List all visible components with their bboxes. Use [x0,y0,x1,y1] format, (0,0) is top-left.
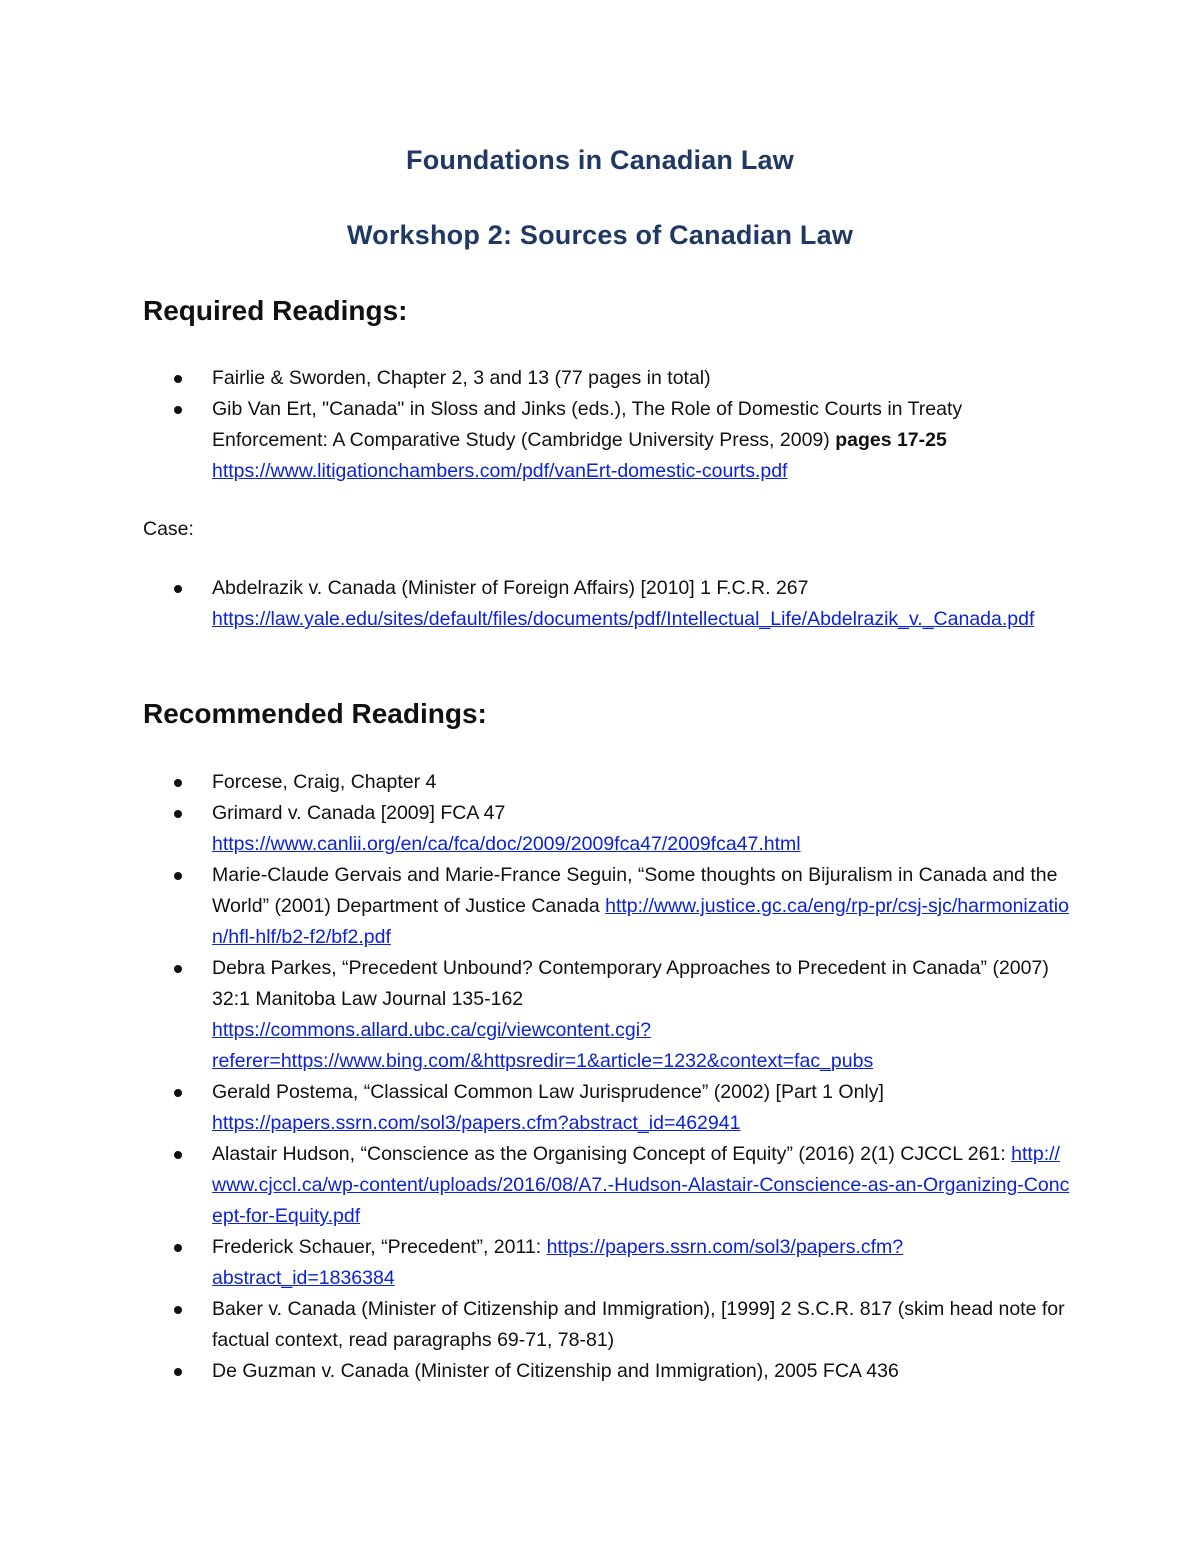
case-label: Case: [143,518,194,540]
list-item [0,860,1072,953]
reading-link[interactable]: http://www.cjccl.ca/wp-content/uploads/2016/08/A7.-Hudson-Alastair-Conscience-as-an-Organizing-Concept-for-Equity.pdf [212,1143,1070,1227]
reading-text: De Guzman v. Canada (Minister of Citizenship and Immigration), 2005 FCA 436 [212,1360,899,1382]
document-subtitle: Workshop 2: Sources of Canadian Law [346,220,854,250]
reading-link[interactable]: http://www.justice.gc.ca/eng/rp-pr/csj-sjc/harmonization/hfl-hlf/b2-f2/bf2.pdf [212,895,1069,948]
recommended-readings-list [0,767,1072,1387]
reading-text: Grimard v. Canada [2009] FCA 47 [212,802,506,824]
list-item [0,363,1072,394]
reading-link[interactable]: https://www.canlii.org/en/ca/fca/doc/2009/2009fca47/2009fca47.html [212,833,801,855]
list-item [0,1077,1072,1139]
list-item [0,1356,1072,1387]
reading-text: Alastair Hudson, “Conscience as the Organising Concept of Equity” (2016) 2(1) CJCCL 261: [212,1143,1006,1165]
reading-link-continued[interactable]: abstract_id=1836384 [212,1267,395,1289]
reading-text: Gerald Postema, “Classical Common Law Jurisprudence” (2002) [Part 1 Only] [212,1081,884,1103]
reading-link-continued[interactable]: referer=https://www.bing.com/&httpsredir=1&article=1232&context=fac_pubs [212,1050,874,1072]
reading-link[interactable]: https://commons.allard.ubc.ca/cgi/viewcontent.cgi? [212,1019,651,1041]
list-item [0,394,1072,487]
list-item [0,573,1072,635]
reading-text: Debra Parkes, “Precedent Unbound? Contemporary Approaches to Precedent in Canada” (2007) 32:1 Manitoba Law Journal 135-162 [212,957,1049,1010]
reading-link[interactable]: https://papers.ssrn.com/sol3/papers.cfm?abstract_id=462941 [212,1112,741,1134]
reading-pages: pages 17-25 [835,429,947,451]
reading-link[interactable]: https://papers.ssrn.com/sol3/papers.cfm? [546,1236,904,1258]
list-item [0,767,1072,798]
required-readings-list [0,363,1072,487]
reading-text: Forcese, Craig, Chapter 4 [212,771,437,793]
required-readings-heading: Required Readings: [143,295,408,326]
reading-text: Fairlie & Sworden, Chapter 2, 3 and 13 (77 pages in total) [212,367,711,389]
reading-text: Gib Van Ert, "Canada" in Sloss and Jinks (eds.), The Role of Domestic Courts in Treaty Enforcement: A Comparative Study (Cambridge University Press, 2009) [212,398,963,451]
list-item [0,1232,1072,1294]
list-item [0,953,1072,1077]
recommended-readings-heading: Recommended Readings: [143,698,487,729]
list-item [0,1294,1072,1356]
reading-text: Frederick Schauer, “Precedent”, 2011: [212,1236,542,1258]
list-item [0,1139,1072,1232]
reading-link[interactable]: https://law.yale.edu/sites/default/files/documents/pdf/Intellectual_Life/Abdelrazik_v._Canada.pdf [212,608,1035,630]
case-list [0,573,1072,635]
list-item [0,798,1072,860]
reading-text: Baker v. Canada (Minister of Citizenship and Immigration), [1999] 2 S.C.R. 817 (skim head note for factual context, read paragraphs 69-71, 78-81) [212,1298,1065,1351]
reading-text: Marie-Claude Gervais and Marie-France Seguin, “Some thoughts on Bijuralism in Canada and the World” (2001) Department of Justice Canada [212,864,1058,917]
document-title: Foundations in Canadian Law [406,145,794,175]
reading-text: Abdelrazik v. Canada (Minister of Foreign Affairs) [2010] 1 F.C.R. 267 [212,577,809,599]
reading-link[interactable]: https://www.litigationchambers.com/pdf/vanErt-domestic-courts.pdf [212,460,788,482]
